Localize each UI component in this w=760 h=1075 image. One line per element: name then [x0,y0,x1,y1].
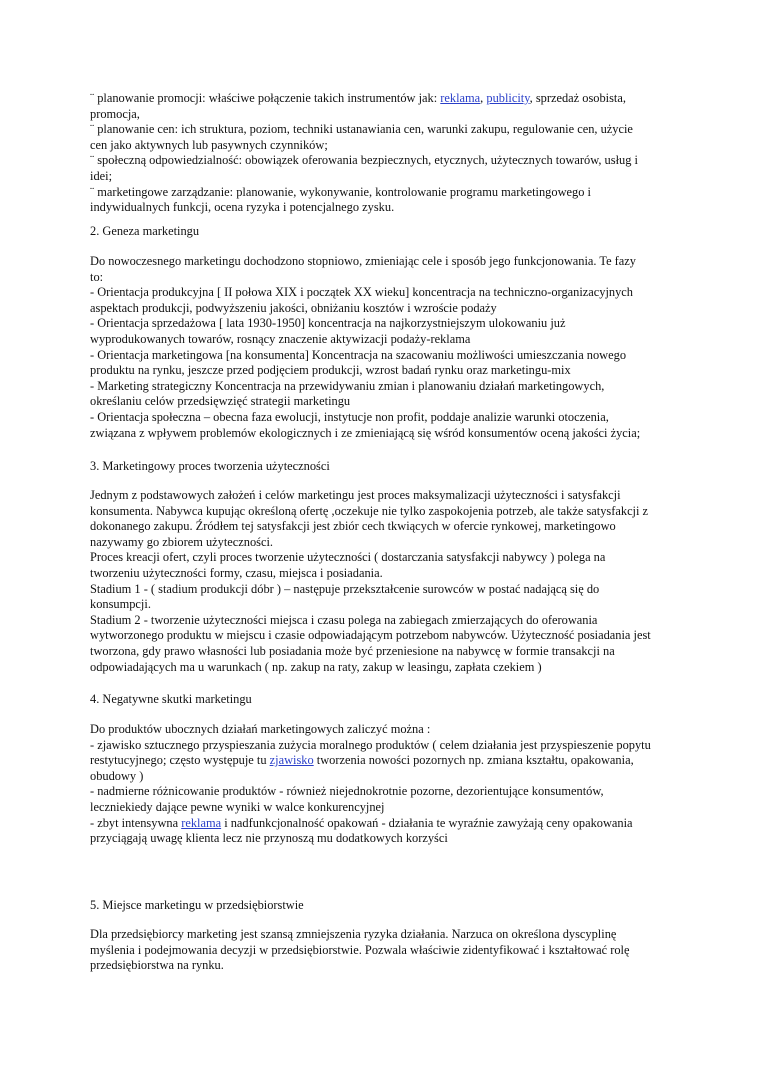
paragraph-line: Do produktów ubocznych działań marketingowych zaliczyć można : [90,722,431,736]
paragraph-line: tworzona, gdy prawo własności lub posiadania może być przeniesione na nabywcę w formie transakcji na [90,643,615,658]
paragraph-line: tworzeniu użyteczności formy, czasu, miejsca i posiadania. [90,565,383,580]
paragraph-line: leczniekiedy dające pewne wyniki w walce konkurencyjnej [90,799,385,814]
bullet-promotion-line-2: promocja, [90,106,140,121]
paragraph-line: przyciągają uwagę klienta lecz nie przynoszą mu dodatkowych korzyści [90,831,448,846]
paragraph-line: - Orientacja społeczna – obecna faza ewolucji, instytucje non profit, poddaje analizie warunki otoczenia, [90,409,609,424]
intro-bullets [90,91,680,216]
paragraph-line: - Orientacja sprzedażowa [ lata 1930-1950] koncentracja na najkorzystniejszym ulokowaniu już [90,316,566,331]
paragraph-line: - Orientacja marketingowa [na konsumenta] Koncentracja na szacowaniu możliwości umieszczania nowego [90,347,627,362]
bullet-social-line-2: idei; [90,168,113,183]
text-fragment: , [480,91,487,105]
bullet-promotion-line-1 [90,91,680,107]
paragraph-line: Stadium 1 - ( stadium produkcji dóbr ) – następuje przekształcenie surowców w postać nadającą się do [90,581,600,596]
paragraph-line-with-link [90,753,680,769]
section-2-heading: 2. Geneza marketingu [90,224,200,238]
paragraph-line: Jednym z podstawowych założeń i celów marketingu jest proces maksymalizacji użyteczności i satysfakcji [90,488,621,502]
text-fragment: - zbyt intensywna [90,815,182,830]
bullet-management-line-1: ¨ marketingowe zarządzanie: planowanie, wykonywanie, kontrolowanie programu marketingowego i [90,184,591,199]
paragraph-line: konsumenta. Nabywca kupując określoną ofertę ,oczekuje nie tylko zaspokojenia potrzeb, ale także satysfakcji z [90,503,649,518]
paragraph-line: Dla przedsiębiorcy marketing jest szansą zmniejszenia ryzyka działania. Narzuca on określona dyscyplinę [90,927,617,941]
paragraph-line-with-link [90,816,680,832]
link-reklama[interactable]: reklama [181,815,222,830]
bullet-prices-line-2: cen jako aktywnych lub pasywnych czynników; [90,137,328,152]
section-2-body [90,254,680,441]
paragraph-line: aspektach produkcji, podwyższeniu jakości, obniżaniu kosztów i wzroście podaży [90,300,497,315]
paragraph-line: myślenia i podejmowania decyzji w przedsiębiorstwie. Pozwala właściwie zidentyfikować i kształtować rolę [90,942,630,957]
bullet-management-line-2: indywidualnych funkcji, ocena ryzyka i potencjalnego zysku. [90,200,395,215]
bullet-social-line-1: ¨ społeczną odpowiedzialność: obowiązek oferowania bezpiecznych, etycznych, użytecznych towarów, usług i [90,153,638,168]
paragraph-line: wytworzonego produktu w miejscu i czasie odpowiadającym potrzebom nabywców. Użyteczność posiadania jest [90,628,651,643]
paragraph-line: - nadmierne różnicowanie produktów - również niejednokrotnie pozorne, dezorientujące konsumentów, [90,784,604,799]
section-3-body [90,488,680,675]
paragraph-line: to: [90,269,104,284]
paragraph-line: Do nowoczesnego marketingu dochodzono stopniowo, zmieniając cele i sposób jego funkcjonowania. Te fazy [90,254,636,268]
paragraph-line: - zjawisko sztucznego przyspieszania zużycia moralnego produktów ( celem działania jest przyspieszenie popytu [90,737,651,752]
paragraph-line: nazywamy go zbiorem użyteczności. [90,534,274,549]
paragraph-line: Stadium 2 - tworzenie użyteczności miejsca i czasu polega na zabiegach zmierzających do oferowania [90,612,598,627]
paragraph-line: - Marketing strategiczny Koncentracja na przewidywaniu zmian i planowaniu działań marketingowych, [90,378,605,393]
text-fragment: ¨ planowanie promocji: właściwe połączenie takich instrumentów jak: [90,91,441,105]
paragraph-line: przedsiębiorstwa na rynku. [90,958,224,973]
section-5-heading: 5. Miejsce marketingu w przedsiębiorstwie [90,898,304,912]
paragraph-line: konsumpcji. [90,597,151,612]
text-fragment: tworzenia nowości pozornych np. zmiana kształtu, opakowania, [313,753,634,768]
link-zjawisko[interactable]: zjawisko [269,753,314,768]
bullet-prices-line-1: ¨ planowanie cen: ich struktura, poziom, techniki ustanawiania cen, warunki zakupu, regulowanie cen, użycie [90,122,633,137]
paragraph-line: obudowy ) [90,768,144,783]
section-4-heading: 4. Negatywne skutki marketingu [90,692,252,706]
paragraph-line: związana z wpływem problemów ekologicznych i ze zmieniającą się wśród konsumentów oceną jakości życia; [90,425,641,440]
paragraph-line: dokonanego zakupu. Źródłem tej satysfakcji jest zbiór cech tkwiących w ofercie rynkowej, marketingowo [90,519,616,534]
text-fragment: , sprzedaż osobista, [529,91,626,105]
section-4-body [90,722,680,847]
paragraph-line: wyprodukowanych towarów, rosnący znaczenie aktywizacji podaży-reklama [90,331,471,346]
paragraph-line: produktu na rynku, jeszcze przed podjęciem produkcji, wzrost badań rynku oraz marketingu-mix [90,363,571,378]
text-fragment: i nadfunkcjonalność opakowań - działania te wyraźnie zawyżają ceny opakowania [221,815,633,830]
text-fragment: restytucyjnego; często występuje tu [90,753,270,768]
paragraph-line: Proces kreacji ofert, czyli proces tworzenie użyteczności ( dostarczania satysfakcji nabywcy ) polega na [90,550,606,565]
paragraph-line: określaniu celów przedsięwzięć strategii marketingu [90,394,351,409]
section-3-heading: 3. Marketingowy proces tworzenia użyteczności [90,459,330,473]
paragraph-line: odpowiadających ma u warunkach ( np. zakup na raty, zakup w leasingu, zapłata czekiem ) [90,659,542,674]
link-publicity[interactable]: publicity [486,91,530,105]
link-reklama[interactable]: reklama [440,91,481,105]
section-5-body [90,927,680,974]
paragraph-line: - Orientacja produkcyjna [ II połowa XIX i początek XX wieku] koncentracja na techniczno-organizacyjnych [90,285,634,300]
